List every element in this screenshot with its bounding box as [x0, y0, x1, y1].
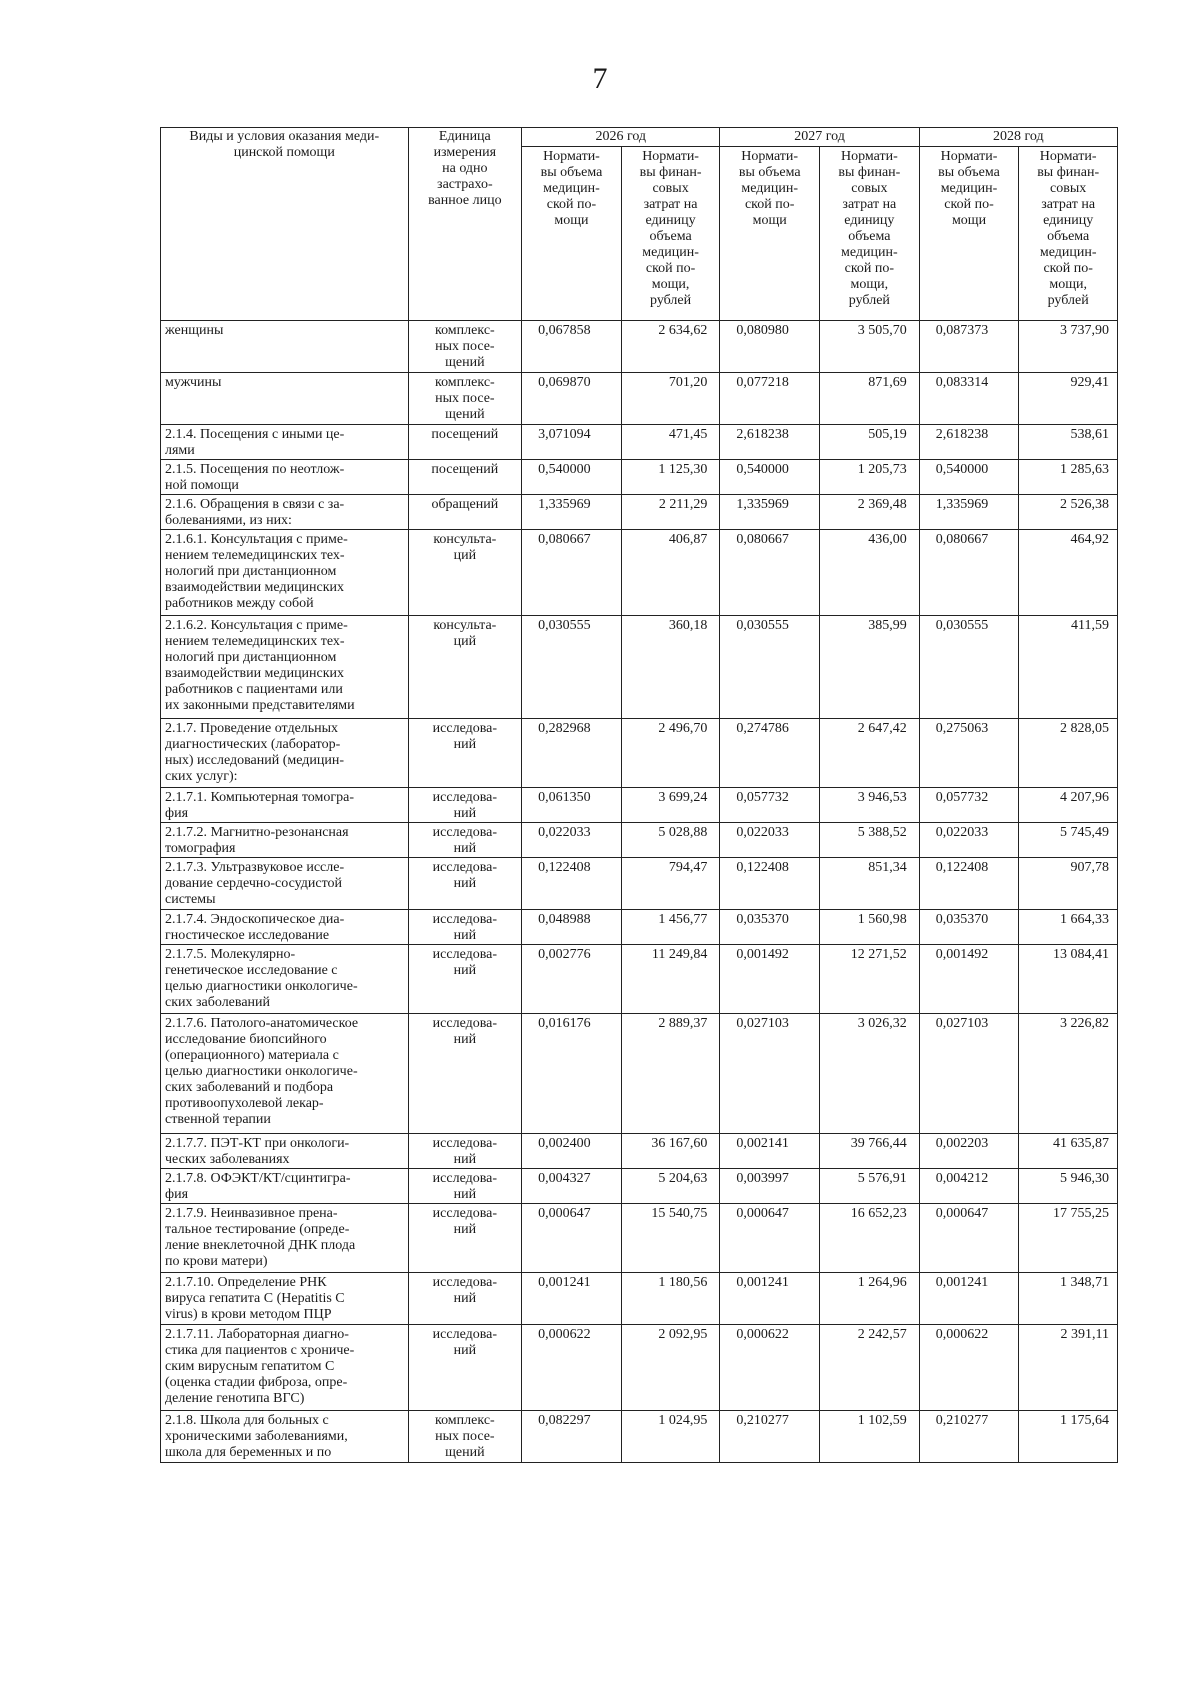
row-name: женщины — [161, 321, 409, 373]
finance-2028: 5 745,49 — [1019, 823, 1118, 858]
finance-2027: 1 102,59 — [820, 1411, 920, 1463]
finance-2026: 360,18 — [621, 616, 720, 719]
table-row — [161, 1134, 1118, 1169]
row-unit: консульта- ций — [408, 530, 522, 616]
volume-2026: 0,080667 — [522, 530, 622, 616]
finance-2026: 2 211,29 — [621, 495, 720, 530]
volume-2027: 1,335969 — [720, 495, 820, 530]
volume-2027: 0,001241 — [720, 1273, 820, 1325]
finance-2027: 505,19 — [820, 425, 920, 460]
finance-2026: 11 249,84 — [621, 945, 720, 1014]
volume-2028: 0,001492 — [919, 945, 1019, 1014]
row-unit: исследова- ний — [408, 1273, 522, 1325]
row-unit: комплекс- ных посе- щений — [408, 1411, 522, 1463]
table-row — [161, 495, 1118, 530]
volume-2028: 0,027103 — [919, 1014, 1019, 1134]
row-unit: обращений — [408, 495, 522, 530]
row-unit: исследова- ний — [408, 945, 522, 1014]
finance-2028: 1 664,33 — [1019, 910, 1118, 945]
row-name: мужчины — [161, 373, 409, 425]
volume-2028: 0,030555 — [919, 616, 1019, 719]
row-name: 2.1.8. Школа для больных с хроническими заболеваниями, школа для беременных и по — [161, 1411, 409, 1463]
row-unit: посещений — [408, 460, 522, 495]
volume-2028: 0,002203 — [919, 1134, 1019, 1169]
header-finance-2026: Нормати- вы финан- совых затрат на единицу объема медицин- ской по- мощи, рублей — [621, 147, 720, 321]
volume-2027: 0,077218 — [720, 373, 820, 425]
volume-2026: 0,048988 — [522, 910, 622, 945]
volume-2027: 0,122408 — [720, 858, 820, 910]
table-row — [161, 1014, 1118, 1134]
row-unit: исследова- ний — [408, 1134, 522, 1169]
volume-2027: 0,080980 — [720, 321, 820, 373]
finance-2028: 907,78 — [1019, 858, 1118, 910]
volume-2027: 0,003997 — [720, 1169, 820, 1204]
row-unit: исследова- ний — [408, 1204, 522, 1273]
row-name: 2.1.7.4. Эндоскопическое диа- гностическое исследование — [161, 910, 409, 945]
volume-2026: 0,282968 — [522, 719, 622, 788]
finance-2027: 2 242,57 — [820, 1325, 920, 1411]
table-row — [161, 719, 1118, 788]
volume-2027: 0,002141 — [720, 1134, 820, 1169]
row-name: 2.1.4. Посещения с иными це- лями — [161, 425, 409, 460]
header-finance-2027: Нормати- вы финан- совых затрат на единицу объема медицин- ской по- мощи, рублей — [820, 147, 920, 321]
finance-2028: 411,59 — [1019, 616, 1118, 719]
volume-2028: 0,022033 — [919, 823, 1019, 858]
row-unit: исследова- ний — [408, 1169, 522, 1204]
row-unit: исследова- ний — [408, 910, 522, 945]
finance-2028: 17 755,25 — [1019, 1204, 1118, 1273]
finance-2027: 39 766,44 — [820, 1134, 920, 1169]
volume-2028: 0,122408 — [919, 858, 1019, 910]
row-name: 2.1.6.2. Консультация с приме- нением телемедицинских тех- нологий при дистанционном взаимодействии медицинских работников с пациентами или их законными представителями — [161, 616, 409, 719]
volume-2027: 0,022033 — [720, 823, 820, 858]
finance-2026: 701,20 — [621, 373, 720, 425]
volume-2026: 3,071094 — [522, 425, 622, 460]
header-volume-2026: Нормати- вы объема медицин- ской по- мощи — [522, 147, 622, 321]
finance-2027: 2 647,42 — [820, 719, 920, 788]
finance-2026: 2 634,62 — [621, 321, 720, 373]
volume-2028: 0,004212 — [919, 1169, 1019, 1204]
finance-2027: 2 369,48 — [820, 495, 920, 530]
finance-2027: 1 264,96 — [820, 1273, 920, 1325]
volume-2026: 0,000647 — [522, 1204, 622, 1273]
volume-2027: 0,540000 — [720, 460, 820, 495]
volume-2026: 0,082297 — [522, 1411, 622, 1463]
finance-2028: 2 828,05 — [1019, 719, 1118, 788]
volume-2027: 2,618238 — [720, 425, 820, 460]
row-name: 2.1.7.5. Молекулярно- генетическое исследование с целью диагностики онкологиче- ских заболеваний — [161, 945, 409, 1014]
volume-2027: 0,057732 — [720, 788, 820, 823]
volume-2028: 0,000647 — [919, 1204, 1019, 1273]
table-row — [161, 460, 1118, 495]
row-name: 2.1.7. Проведение отдельных диагностических (лаборатор- ных) исследований (медицин- ских услуг): — [161, 719, 409, 788]
volume-2027: 0,035370 — [720, 910, 820, 945]
volume-2026: 0,030555 — [522, 616, 622, 719]
finance-2027: 3 505,70 — [820, 321, 920, 373]
finance-2027: 3 026,32 — [820, 1014, 920, 1134]
row-name: 2.1.7.6. Патолого-анатомическое исследование биопсийного (операционного) материала с целью диагностики онкологиче- ских заболеваний и подбора противоопухолевой лекар- ственной терапии — [161, 1014, 409, 1134]
volume-2028: 0,000622 — [919, 1325, 1019, 1411]
finance-2027: 5 576,91 — [820, 1169, 920, 1204]
finance-2027: 851,34 — [820, 858, 920, 910]
volume-2028: 0,035370 — [919, 910, 1019, 945]
row-name: 2.1.7.2. Магнитно-резонансная томография — [161, 823, 409, 858]
finance-2026: 2 496,70 — [621, 719, 720, 788]
table-row — [161, 788, 1118, 823]
table-row — [161, 910, 1118, 945]
row-unit: исследова- ний — [408, 823, 522, 858]
finance-2026: 2 889,37 — [621, 1014, 720, 1134]
header-year-2028: 2028 год — [919, 128, 1117, 147]
header-unit: Единица измерения на одно застрахо- ванное лицо — [408, 128, 522, 321]
row-name: 2.1.7.8. ОФЭКТ/КТ/сцинтигра- фия — [161, 1169, 409, 1204]
finance-2026: 36 167,60 — [621, 1134, 720, 1169]
volume-2026: 0,002776 — [522, 945, 622, 1014]
volume-2026: 0,004327 — [522, 1169, 622, 1204]
volume-2026: 0,061350 — [522, 788, 622, 823]
table-row — [161, 1204, 1118, 1273]
volume-2026: 1,335969 — [522, 495, 622, 530]
table-row — [161, 858, 1118, 910]
volume-2028: 0,001241 — [919, 1273, 1019, 1325]
row-name: 2.1.7.7. ПЭТ-КТ при онкологи- ческих заболеваниях — [161, 1134, 409, 1169]
finance-2028: 13 084,41 — [1019, 945, 1118, 1014]
volume-2026: 0,002400 — [522, 1134, 622, 1169]
finance-2028: 3 737,90 — [1019, 321, 1118, 373]
row-name: 2.1.7.11. Лабораторная диагно- стика для пациентов с хрониче- ским вирусным гепатитом С (оценка стадии фиброза, опре- деление генотипа ВГС) — [161, 1325, 409, 1411]
finance-2028: 4 207,96 — [1019, 788, 1118, 823]
header-finance-2028: Нормати- вы финан- совых затрат на единицу объема медицин- ской по- мощи, рублей — [1019, 147, 1118, 321]
row-name: 2.1.7.10. Определение РНК вируса гепатита С (Hepatitis C virus) в крови методом ПЦР — [161, 1273, 409, 1325]
finance-2027: 12 271,52 — [820, 945, 920, 1014]
table-row — [161, 823, 1118, 858]
volume-2028: 0,057732 — [919, 788, 1019, 823]
finance-2026: 1 125,30 — [621, 460, 720, 495]
page-number: 7 — [592, 62, 608, 95]
volume-2028: 2,618238 — [919, 425, 1019, 460]
finance-2028: 929,41 — [1019, 373, 1118, 425]
volume-2027: 0,000647 — [720, 1204, 820, 1273]
finance-2026: 2 092,95 — [621, 1325, 720, 1411]
header-year-2027: 2027 год — [720, 128, 919, 147]
volume-2028: 0,087373 — [919, 321, 1019, 373]
table-header-years-row — [161, 128, 1118, 147]
finance-2027: 3 946,53 — [820, 788, 920, 823]
table-row — [161, 1273, 1118, 1325]
volume-2027: 0,027103 — [720, 1014, 820, 1134]
row-unit: исследова- ний — [408, 1325, 522, 1411]
row-unit: исследова- ний — [408, 1014, 522, 1134]
finance-2027: 16 652,23 — [820, 1204, 920, 1273]
finance-2028: 2 526,38 — [1019, 495, 1118, 530]
header-year-2026: 2026 год — [522, 128, 720, 147]
finance-2026: 1 456,77 — [621, 910, 720, 945]
finance-2027: 385,99 — [820, 616, 920, 719]
volume-2026: 0,540000 — [522, 460, 622, 495]
finance-2028: 2 391,11 — [1019, 1325, 1118, 1411]
row-name: 2.1.5. Посещения по неотлож- ной помощи — [161, 460, 409, 495]
volume-2027: 0,274786 — [720, 719, 820, 788]
table-row — [161, 945, 1118, 1014]
volume-2026: 0,001241 — [522, 1273, 622, 1325]
row-name: 2.1.7.3. Ультразвуковое иссле- дование сердечно-сосудистой системы — [161, 858, 409, 910]
table-body — [161, 321, 1118, 1463]
table-row — [161, 530, 1118, 616]
volume-2028: 0,080667 — [919, 530, 1019, 616]
finance-2026: 1 024,95 — [621, 1411, 720, 1463]
row-unit: консульта- ций — [408, 616, 522, 719]
volume-2027: 0,080667 — [720, 530, 820, 616]
volume-2027: 0,001492 — [720, 945, 820, 1014]
table-row — [161, 1411, 1118, 1463]
finance-2026: 794,47 — [621, 858, 720, 910]
row-name: 2.1.6. Обращения в связи с за- болеваниями, из них: — [161, 495, 409, 530]
volume-2026: 0,122408 — [522, 858, 622, 910]
volume-2026: 0,022033 — [522, 823, 622, 858]
finance-2028: 1 175,64 — [1019, 1411, 1118, 1463]
volume-2028: 0,275063 — [919, 719, 1019, 788]
table-row — [161, 1169, 1118, 1204]
finance-2027: 871,69 — [820, 373, 920, 425]
volume-2027: 0,210277 — [720, 1411, 820, 1463]
row-name: 2.1.7.1. Компьютерная томогра- фия — [161, 788, 409, 823]
table-row — [161, 616, 1118, 719]
finance-2028: 1 348,71 — [1019, 1273, 1118, 1325]
finance-2026: 406,87 — [621, 530, 720, 616]
finance-2028: 5 946,30 — [1019, 1169, 1118, 1204]
finance-2027: 5 388,52 — [820, 823, 920, 858]
row-unit: посещений — [408, 425, 522, 460]
table-row — [161, 321, 1118, 373]
volume-2026: 0,067858 — [522, 321, 622, 373]
volume-2028: 1,335969 — [919, 495, 1019, 530]
row-unit: исследова- ний — [408, 719, 522, 788]
finance-2026: 3 699,24 — [621, 788, 720, 823]
row-name: 2.1.7.9. Неинвазивное прена- тальное тестирование (опреде- ление внеклеточной ДНК плода по крови матери) — [161, 1204, 409, 1273]
finance-2026: 1 180,56 — [621, 1273, 720, 1325]
finance-2028: 464,92 — [1019, 530, 1118, 616]
finance-2028: 538,61 — [1019, 425, 1118, 460]
finance-2026: 471,45 — [621, 425, 720, 460]
finance-2026: 5 204,63 — [621, 1169, 720, 1204]
volume-2028: 0,083314 — [919, 373, 1019, 425]
row-unit: исследова- ний — [408, 858, 522, 910]
volume-2026: 0,000622 — [522, 1325, 622, 1411]
volume-2028: 0,210277 — [919, 1411, 1019, 1463]
normatives-table — [160, 127, 1118, 1463]
volume-2026: 0,016176 — [522, 1014, 622, 1134]
finance-2028: 1 285,63 — [1019, 460, 1118, 495]
finance-2026: 15 540,75 — [621, 1204, 720, 1273]
row-unit: исследова- ний — [408, 788, 522, 823]
row-unit: комплекс- ных посе- щений — [408, 321, 522, 373]
volume-2027: 0,030555 — [720, 616, 820, 719]
finance-2027: 436,00 — [820, 530, 920, 616]
volume-2026: 0,069870 — [522, 373, 622, 425]
row-name: 2.1.6.1. Консультация с приме- нением телемедицинских тех- нологий при дистанционном взаимодействии медицинских работников между собой — [161, 530, 409, 616]
table-row — [161, 373, 1118, 425]
finance-2028: 3 226,82 — [1019, 1014, 1118, 1134]
finance-2026: 5 028,88 — [621, 823, 720, 858]
finance-2028: 41 635,87 — [1019, 1134, 1118, 1169]
header-volume-2028: Нормати- вы объема медицин- ской по- мощи — [919, 147, 1019, 321]
header-volume-2027: Нормати- вы объема медицин- ской по- мощи — [720, 147, 820, 321]
finance-2027: 1 560,98 — [820, 910, 920, 945]
header-type: Виды и условия оказания меди- цинской помощи — [161, 128, 409, 321]
volume-2027: 0,000622 — [720, 1325, 820, 1411]
volume-2028: 0,540000 — [919, 460, 1019, 495]
table-row — [161, 425, 1118, 460]
table-row — [161, 1325, 1118, 1411]
row-unit: комплекс- ных посе- щений — [408, 373, 522, 425]
finance-2027: 1 205,73 — [820, 460, 920, 495]
